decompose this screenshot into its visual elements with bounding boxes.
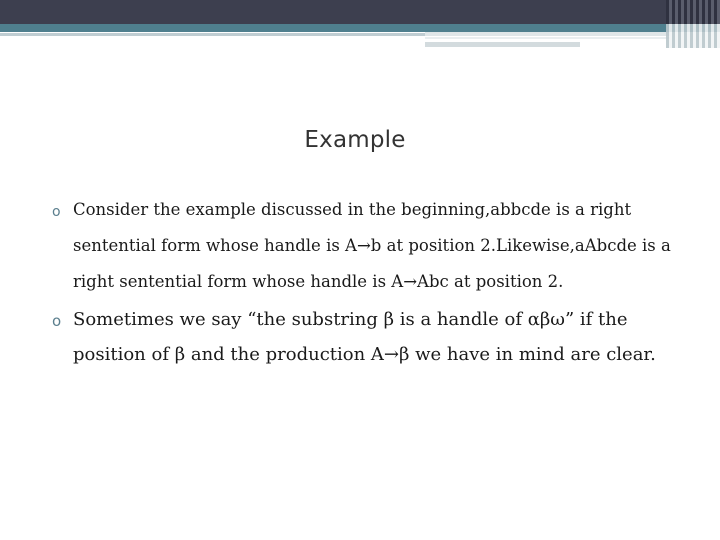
header-band-teal — [0, 24, 720, 32]
header-accent-line — [425, 32, 670, 36]
bullet-item — [52, 302, 692, 372]
header-accent-line — [0, 33, 425, 36]
bullet-text: Consider the example discussed in the beginning,abbcde is a right sentential form whose handle is A→b at position 2.Likewise,aAbcde is a right sentential form whose handle is A→Abc at position 2. — [73, 200, 671, 291]
bullet-text: Sometimes we say “the substring β is a handle of αβω” if the position of β and the production A→β we have in mind are clear. — [73, 309, 656, 365]
bullet-marker-icon: o — [52, 312, 62, 330]
bullet-list — [52, 200, 692, 372]
header-band-dark — [0, 0, 720, 24]
header-accent-line — [425, 37, 670, 39]
bullet-marker-icon: o — [52, 204, 61, 220]
header-accent-line — [425, 42, 580, 47]
slide-title: Example — [304, 127, 406, 153]
bullet-item — [52, 192, 692, 300]
header-stripes-dark — [666, 0, 720, 24]
